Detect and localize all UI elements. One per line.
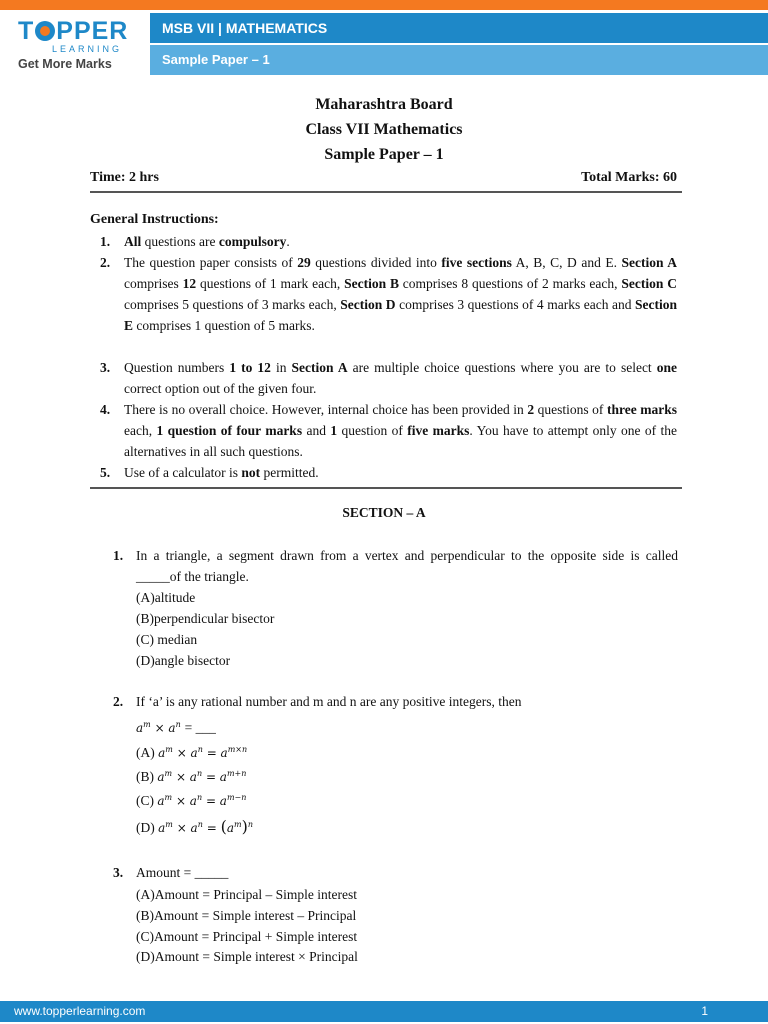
q2-stem-tail: = ___ xyxy=(184,720,216,735)
board-banner xyxy=(150,13,768,43)
meta-row xyxy=(90,170,682,186)
instruction-4: 4. There is no overall choice. However, internal choice has been provided in 2 questions of three marks each, 1 question of four marks and 1 question of five marks. You have to attempt only one of the alternatives in all such questions. xyxy=(96,399,677,462)
question-text: If ‘a’ is any rational number and m and n are any positive integers, then xyxy=(136,694,522,709)
q1-option-b: (B)perpendicular bisector xyxy=(136,611,275,626)
q3-option-d: (D)Amount = Simple interest × Principal xyxy=(136,949,358,964)
q1-option-d: (D)angle bisector xyxy=(136,653,231,668)
logo-o-icon xyxy=(35,21,55,41)
paper-banner xyxy=(150,45,768,75)
instruction-5: 5. Use of a calculator is not permitted. xyxy=(96,462,677,483)
instruction-number: 1. xyxy=(100,234,111,249)
q3-option-a: (A)Amount = Principal – Simple interest xyxy=(136,887,357,902)
question-number: 1. xyxy=(113,548,124,563)
footer-bar xyxy=(0,1001,768,1022)
q3-option-c: (C)Amount = Principal + Simple interest xyxy=(136,929,358,944)
title-paper: Sample Paper – 1 xyxy=(324,146,444,163)
q3-option-b: (B)Amount = Simple interest – Principal xyxy=(136,908,357,923)
question-text: Amount = _____ xyxy=(136,865,229,880)
question-number: 3. xyxy=(113,865,124,880)
q1-option-c: (C) median xyxy=(136,632,198,647)
q2-option-c: (C) $a^m \times a^n = a^{m-n}$ xyxy=(136,793,247,808)
board-label: MSB VII | MATHEMATICS xyxy=(162,20,328,36)
divider-bottom xyxy=(90,487,682,489)
q2-stem-expression: $a^m \times a^n$ = ___ xyxy=(136,720,216,735)
q2-option-b: (B) $a^m \times a^n = a^{m+n}$ xyxy=(136,769,247,784)
q2-option-d: (D) $a^m \times a^n = (a^m)^n$ xyxy=(136,817,253,836)
logo-tagline: Get More Marks xyxy=(18,57,112,71)
footer-url-link[interactable]: www.topperlearning.com xyxy=(14,1004,146,1018)
title-board: Maharashtra Board xyxy=(315,96,453,113)
instruction-number: 5. xyxy=(100,465,111,480)
instruction-2: 2. The question paper consists of 29 questions divided into five sections A, B, C, D and E. Section A comprises 12 questions of 1 mark each, Section B comprises 8 questions of 2 marks each, Section C comprises 5 questions of 3 marks each, Section D comprises 3 questions of 4 marks each and Section E comprises 1 question of 5 marks. xyxy=(96,252,677,336)
instructions-heading: General Instructions: xyxy=(90,212,219,227)
instruction-1: 1. All questions are compulsory. xyxy=(96,231,677,252)
question-number: 2. xyxy=(113,694,124,709)
instruction-number: 4. xyxy=(100,402,111,417)
question-text: In a triangle, a segment drawn from a vertex and perpendicular to the opposite side is called _____of the triangle. xyxy=(136,548,678,584)
q1-option-a: (A)altitude xyxy=(136,590,196,605)
q2-option-a: (A) $a^m \times a^n = a^{m\times n}$ xyxy=(136,745,248,760)
logo-sub: LEARNING xyxy=(52,44,123,54)
divider-top xyxy=(90,191,682,193)
instruction-number: 3. xyxy=(100,360,111,375)
top-orange-stripe xyxy=(0,0,768,10)
paper-label: Sample Paper – 1 xyxy=(162,52,270,67)
question-3 xyxy=(108,862,678,883)
question-1 xyxy=(108,545,678,587)
instruction-number: 2. xyxy=(100,255,111,270)
title-class: Class VII Mathematics xyxy=(305,121,463,138)
page-number: 1 xyxy=(701,1004,708,1018)
section-a-heading: SECTION – A xyxy=(342,505,426,520)
topper-logo xyxy=(18,18,130,78)
time-label: Time: 2 hrs xyxy=(90,170,159,185)
question-2 xyxy=(108,691,678,712)
total-marks-label: Total Marks: 60 xyxy=(581,170,677,185)
instruction-3: 3. Question numbers 1 to 12 in Section A are multiple choice questions where you are to select one correct option out of the given four. xyxy=(96,357,677,399)
logo-brand: T PPER xyxy=(18,17,129,45)
